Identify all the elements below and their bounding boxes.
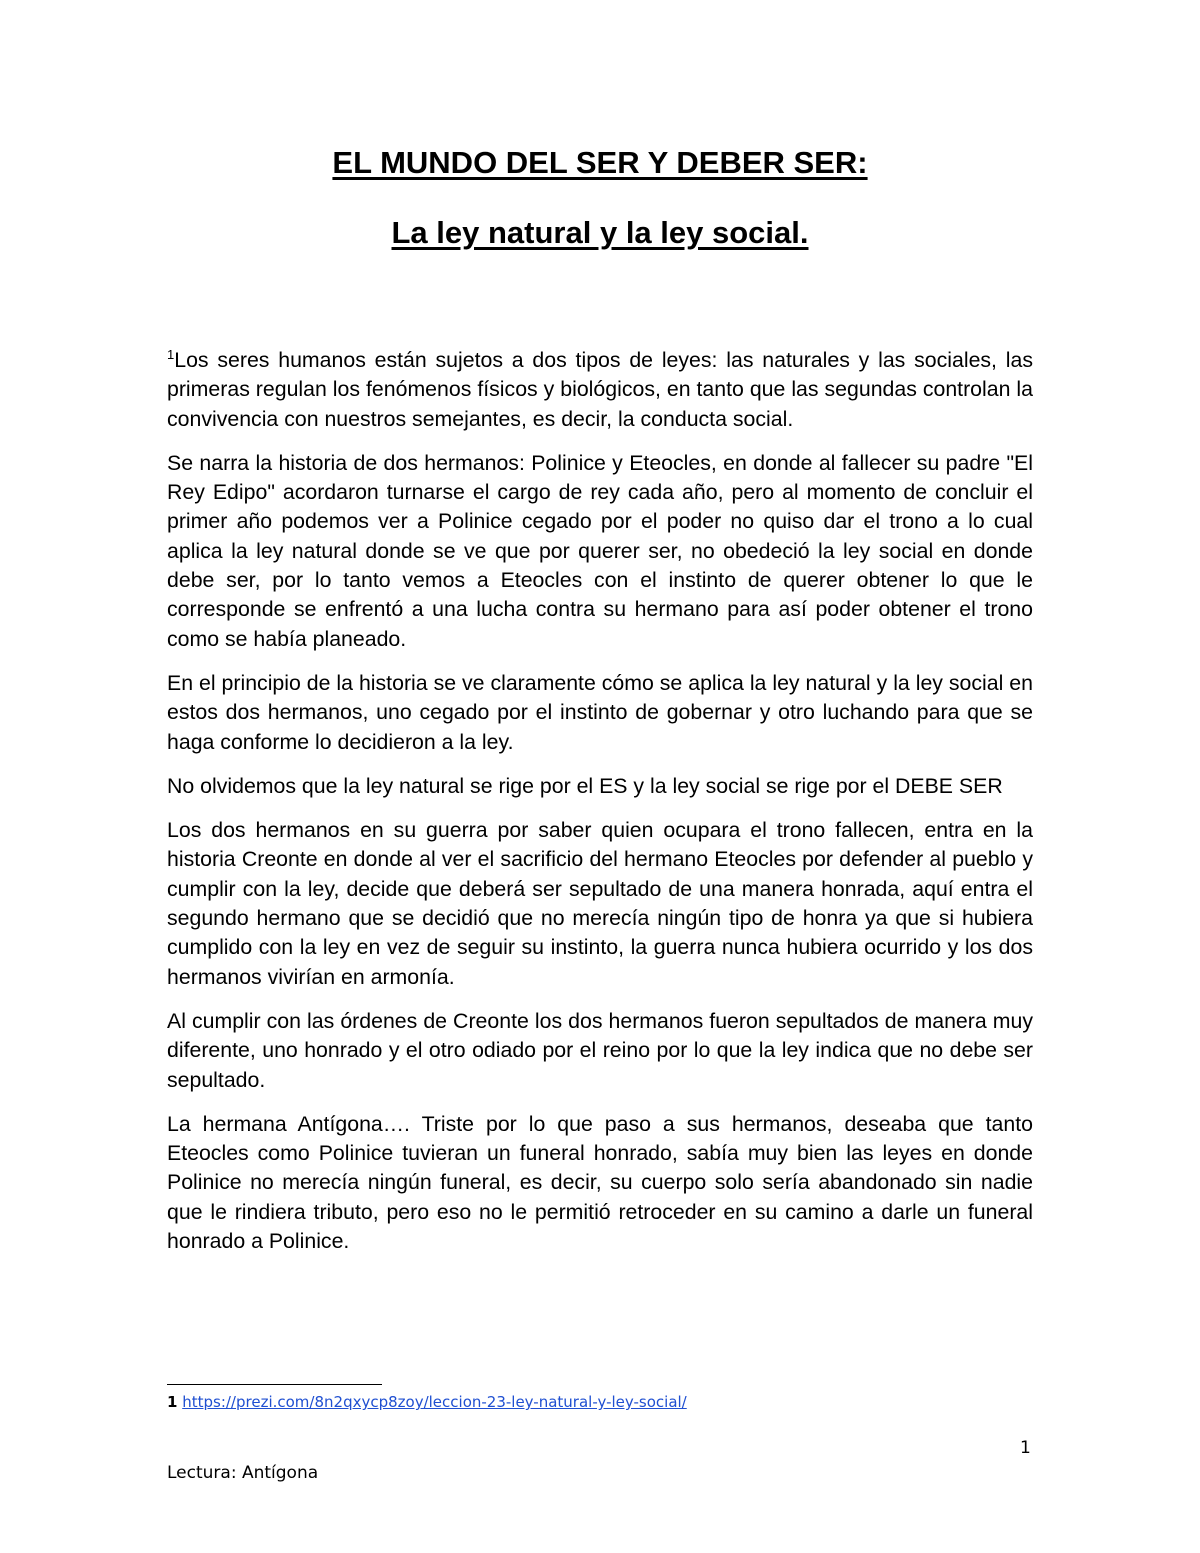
document-title: EL MUNDO DEL SER Y DEBER SER:	[332, 145, 868, 180]
paragraph: Al cumplir con las órdenes de Creonte los dos hermanos fueron sepultados de manera muy diferente, uno honrado y el otro odiado por el reino por lo que la ley indica que no debe ser sepultado.	[167, 1008, 1033, 1092]
footnote-divider	[167, 1384, 382, 1385]
footnote	[167, 1393, 687, 1411]
footnote-number: 1	[167, 1393, 178, 1411]
paragraph: Los dos hermanos en su guerra por saber quien ocupara el trono fallecen, entra en la historia Creonte en donde al ver el sacrificio del hermano Eteocles por defender al pueblo y cumplir con la ley, decide que deberá ser sepultado de una manera honrada, aquí entra el segundo hermano que se decidió que no merecía ningún tipo de honra ya que si hubiera cumplido con la ley en vez de seguir su instinto, la guerra nunca hubiera ocurrido y los dos hermanos vivirían en armonía.	[167, 818, 1033, 989]
footnote-link[interactable]: https://prezi.com/8n2qxycp8zoy/leccion-23-ley-natural-y-ley-social/	[182, 1393, 687, 1411]
page-footer: Lectura: Antígona	[167, 1463, 319, 1483]
paragraph: La hermana Antígona…. Triste por lo que paso a sus hermanos, deseaba que tanto Eteocles como Polinice tuvieran un funeral honrado, sabía muy bien las leyes en donde Polinice no merecía ningún funeral, es decir, su cuerpo solo sería abandonado sin nadie que le rindiera tributo, pero eso no le permitió retroceder en su camino a darle un funeral honrado a Polinice.	[167, 1111, 1033, 1254]
paragraph: No olvidemos que la ley natural se rige por el ES y la ley social se rige por el DEBE SER	[167, 773, 1003, 798]
paragraph	[167, 346, 1033, 434]
document-subtitle: La ley natural y la ley social.	[391, 215, 809, 250]
footnote-reference[interactable]: 1	[167, 346, 175, 362]
paragraph-text: Los seres humanos están sujetos a dos tipos de leyes: las naturales y las sociales, las primeras regulan los fenómenos físicos y biológicos, en tanto que las segundas controlan la convivencia con nuestros semejantes, es decir, la conducta social.	[167, 348, 1033, 431]
paragraph: Se narra la historia de dos hermanos: Polinice y Eteocles, en donde al fallecer su padre "El Rey Edipo" acordaron turnarse el cargo de rey cada año, pero al momento de concluir el primer año podemos ver a Polinice cegado por el poder no quiso dar el trono a lo cual aplica la ley natural donde se ve que por querer ser, no obedeció la ley social en donde debe ser, por lo tanto vemos a Eteocles con el instinto de querer obtener lo que le corresponde se enfrentó a una lucha contra su hermano para así poder obtener el trono como se había planeado.	[167, 450, 1033, 651]
document-body	[167, 346, 1033, 1271]
paragraph: En el principio de la historia se ve claramente cómo se aplica la ley natural y la ley social en estos dos hermanos, uno cegado por el instinto de gobernar y otro luchando para que se haga conforme lo decidieron a la ley.	[167, 670, 1033, 754]
page-number: 1	[1020, 1438, 1031, 1458]
